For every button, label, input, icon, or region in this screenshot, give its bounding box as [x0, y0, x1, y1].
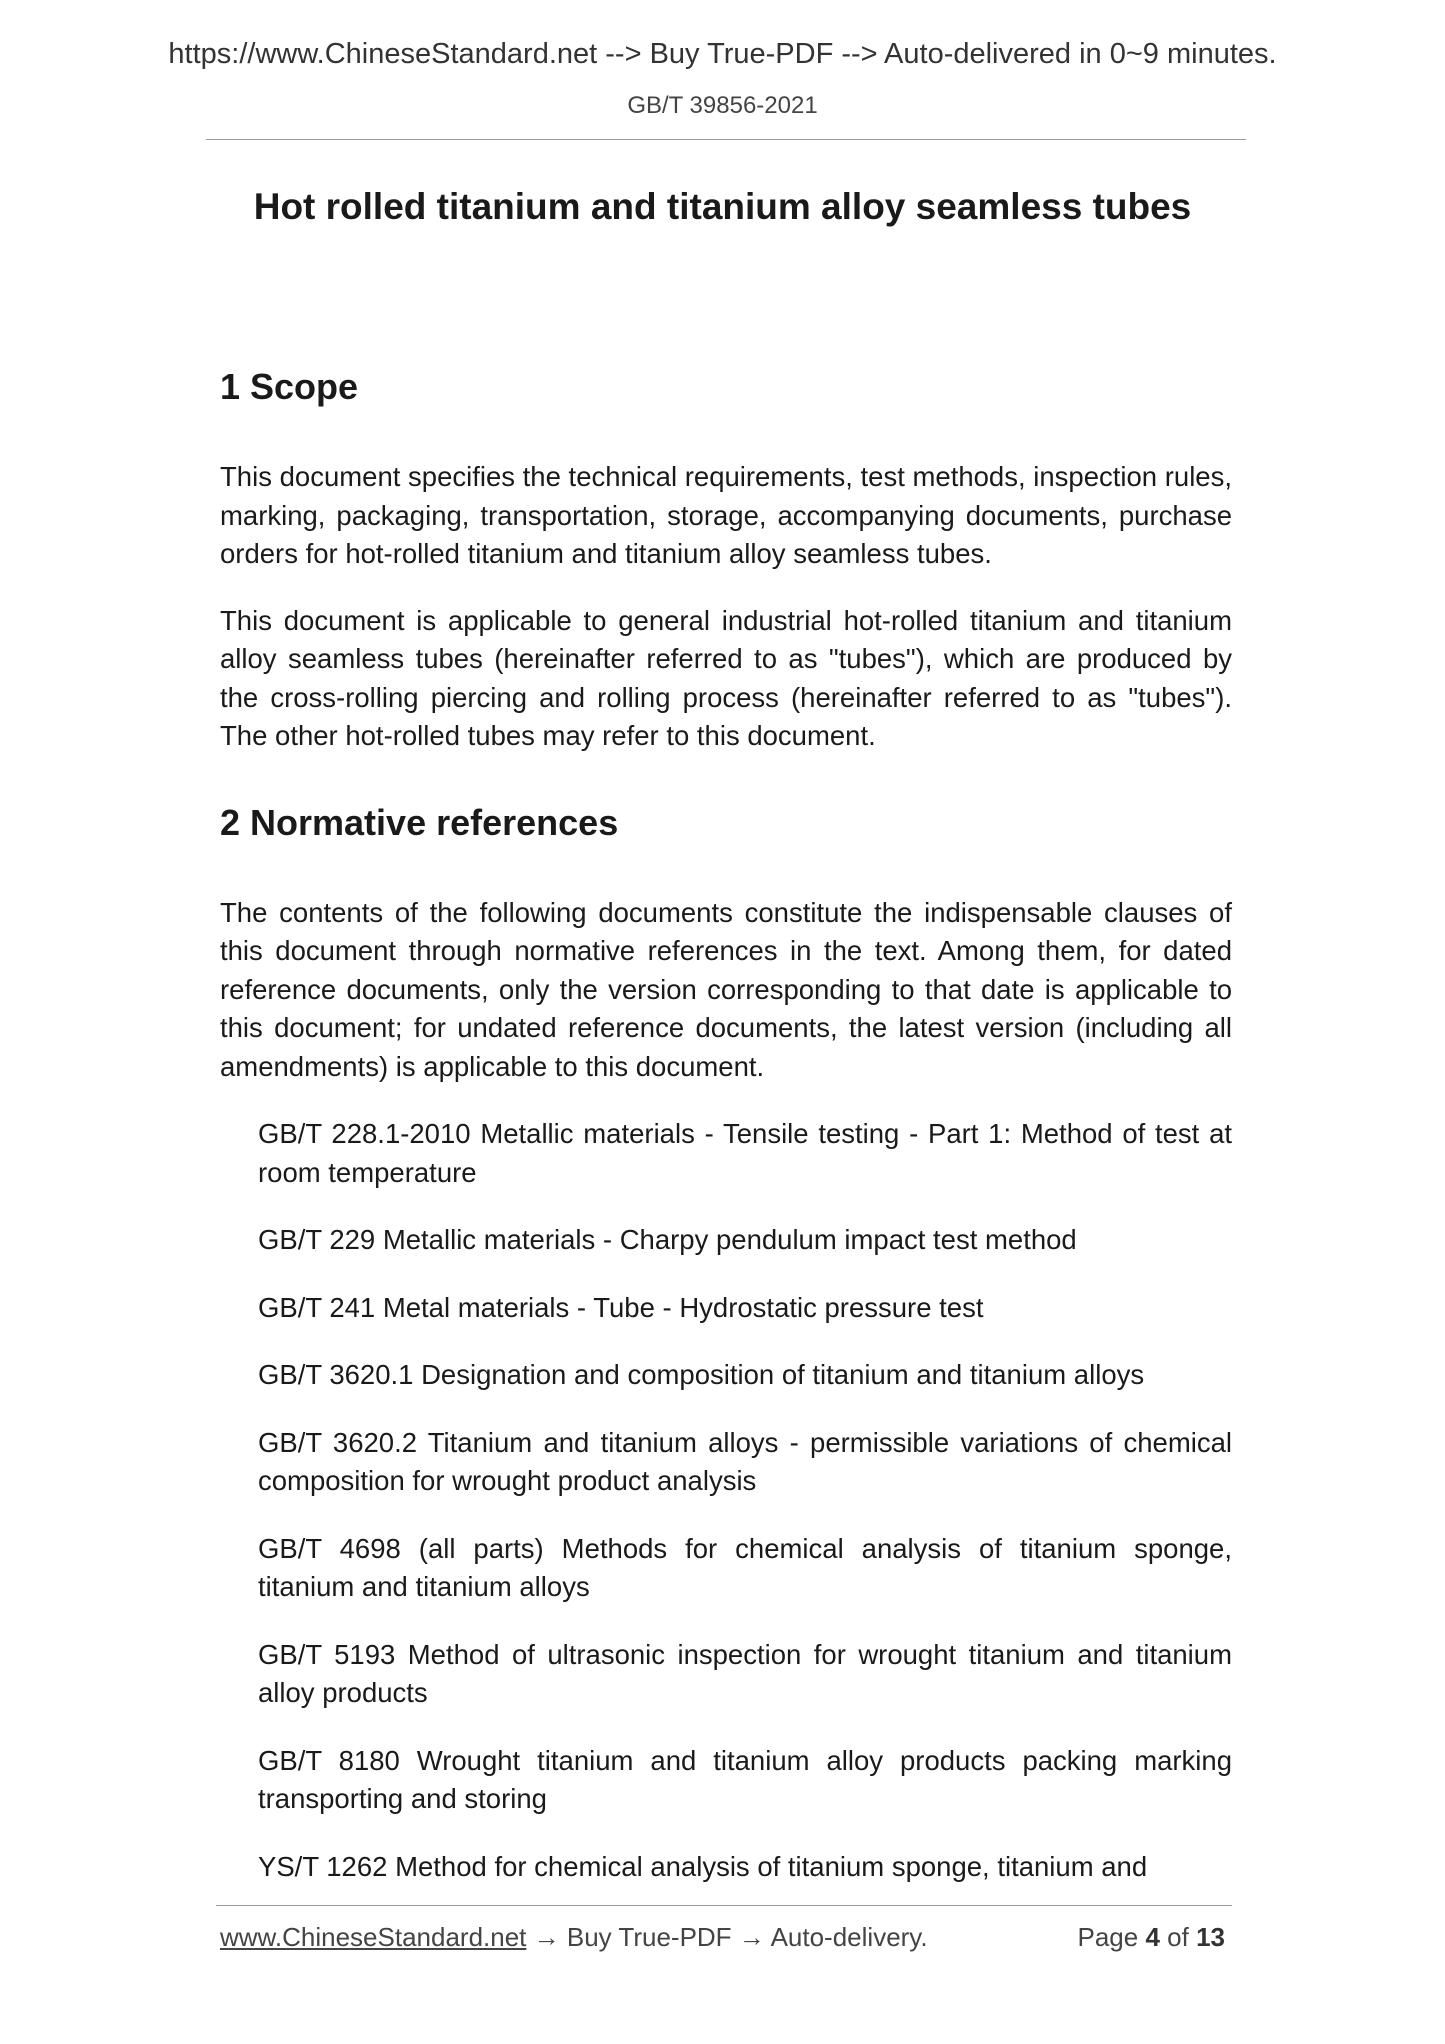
paragraph: This document specifies the technical requirements, test methods, inspection rules, marking, packaging, transportation, storage, accompanying documents, purchase orders for hot-rolled titanium and titanium alloy seamless tubes. [220, 461, 1232, 569]
document-body [220, 366, 1232, 1915]
footer-divider [216, 1905, 1232, 1906]
page-footer [220, 1922, 1232, 1953]
footer-website-link[interactable]: www.ChineseStandard.net [220, 1922, 527, 1952]
reference-item: YS/T 1262 Method for chemical analysis of titanium sponge, titanium and [258, 1850, 1148, 1882]
reference-item: GB/T 3620.1 Designation and composition of titanium and titanium alloys [258, 1359, 1145, 1390]
page-label: Page [1077, 1922, 1139, 1952]
reference-item: GB/T 5193 Method of ultrasonic inspection for wrought titanium and titanium alloy products [258, 1638, 1232, 1708]
document-title: Hot rolled titanium and titanium alloy seamless tubes [253, 186, 1192, 227]
reference-list [220, 1115, 1232, 1886]
section-normative-references [220, 802, 1232, 1887]
page-of-label: of [1167, 1922, 1189, 1952]
reference-item: GB/T 8180 Wrought titanium and titanium alloy products packing marking transporting and storing [258, 1744, 1232, 1814]
page-current: 4 [1145, 1922, 1160, 1952]
reference-item: GB/T 241 Metal materials - Tube - Hydrostatic pressure test [258, 1291, 984, 1323]
footer-tagline: → Buy True-PDF → Auto-delivery. [526, 1922, 928, 1952]
paragraph: This document is applicable to general industrial hot-rolled titanium and titanium alloy seamless tubes (hereinafter referred to as "tubes"), which are produced by the cross-rolling piercing and rolling process (hereinafter referred to as "tubes"). The other hot-rolled tubes may refer to this document. [220, 604, 1232, 751]
reference-item: GB/T 3620.2 Titanium and titanium alloys - permissible variations of chemical composition for wrought product analysis [258, 1426, 1232, 1496]
section-heading: 2 Normative references [220, 801, 619, 843]
section-scope [220, 366, 1232, 756]
section-heading: 1 Scope [220, 366, 359, 407]
reference-item: GB/T 229 Metallic materials - Charpy pendulum impact test method [258, 1224, 1077, 1255]
page-total: 13 [1196, 1922, 1225, 1952]
header-divider [206, 139, 1246, 140]
document-code: GB/T 39856-2021 [627, 92, 818, 119]
paragraph: The contents of the following documents constitute the indispensable clauses of this document through normative references in the text. Among them, for dated reference documents, only the version corresponding to that date is applicable to this document; for undated reference documents, the latest version (including all amendments) is applicable to this document. [220, 896, 1232, 1082]
reference-item: GB/T 4698 (all parts) Methods for chemical analysis of titanium sponge, titanium and titanium alloys [258, 1532, 1232, 1602]
source-banner: https://www.ChineseStandard.net --> Buy True-PDF --> Auto-delivered in 0~9 minutes. [168, 38, 1277, 70]
page-number [1077, 1922, 1225, 1953]
reference-item: GB/T 228.1-2010 Metallic materials - Tensile testing - Part 1: Method of test at room temperature [258, 1118, 1232, 1188]
